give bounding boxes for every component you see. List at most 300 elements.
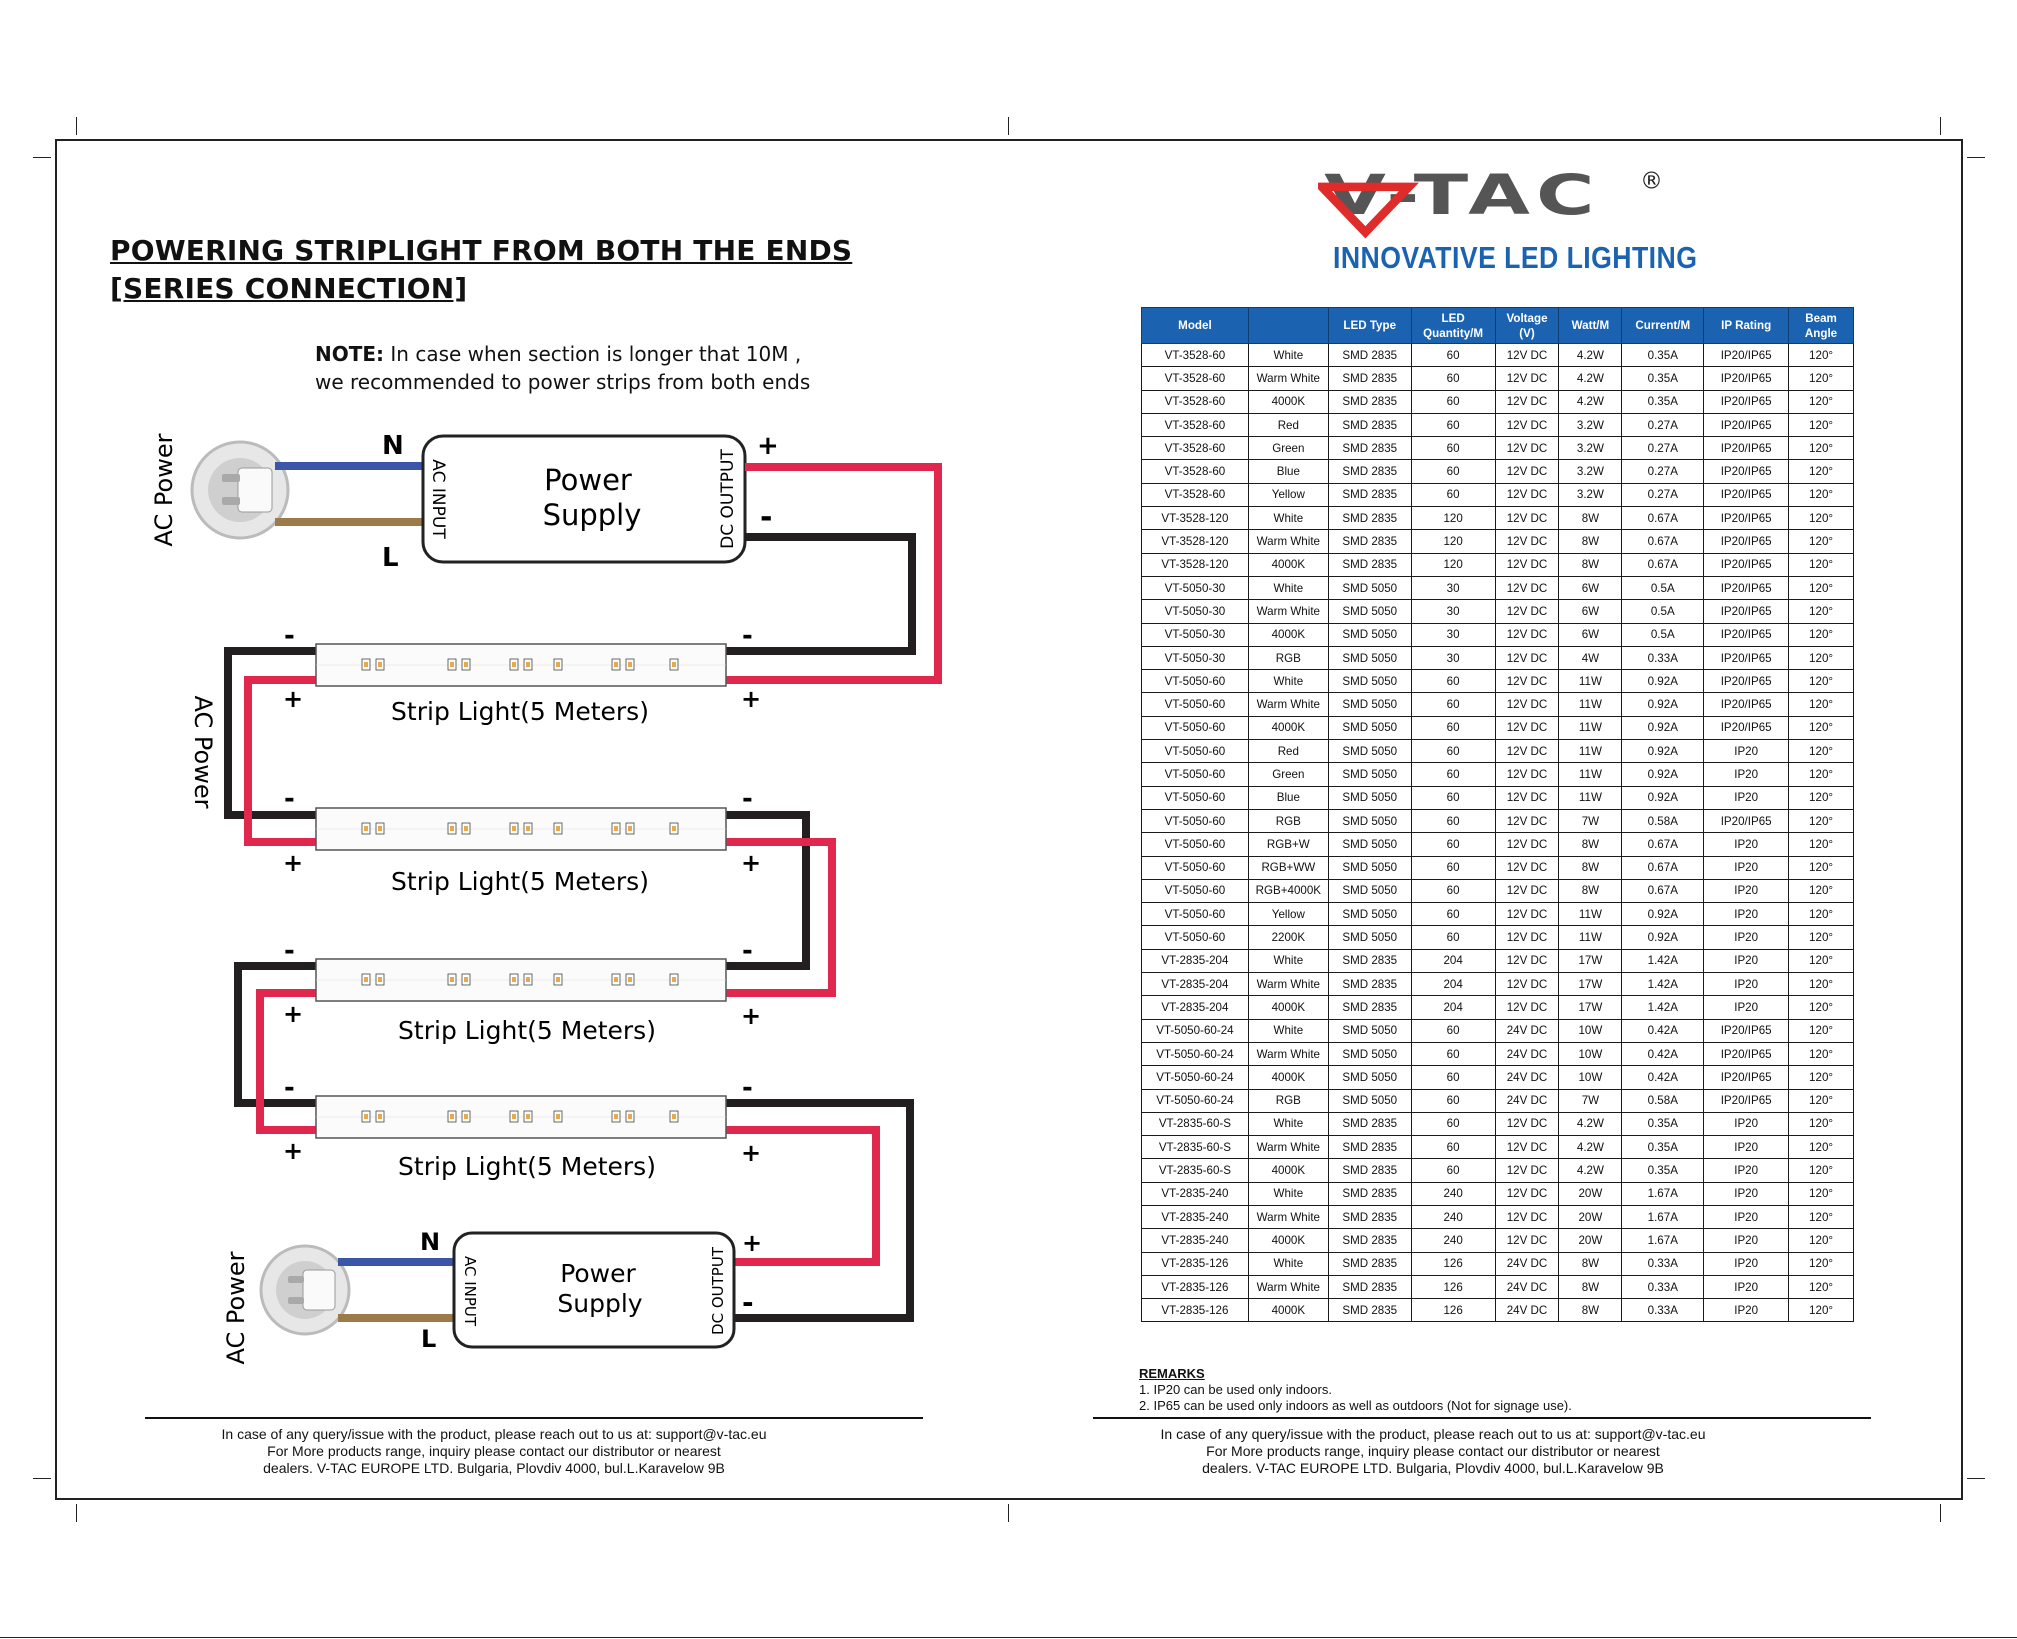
- table-cell: 12V DC: [1495, 530, 1559, 553]
- table-cell: 0.92A: [1622, 740, 1704, 763]
- strip-light-4: [316, 1096, 726, 1138]
- page-border-right: [1961, 139, 1963, 1500]
- table-cell: VT-5050-60: [1142, 856, 1249, 879]
- table-cell: SMD 2835: [1328, 344, 1411, 367]
- strip2-left-minus: -: [284, 784, 295, 814]
- table-cell: 12V DC: [1495, 576, 1559, 599]
- remark-item-1: 1. IP20 can be used only indoors.: [1139, 1382, 1332, 1397]
- strip1-left-plus: +: [283, 685, 304, 713]
- table-cell: 11W: [1559, 926, 1622, 949]
- table-cell: IP20/IP65: [1704, 460, 1789, 483]
- wire-black-strip2-strip3: [724, 815, 806, 966]
- crop-mark: [1008, 1504, 1009, 1522]
- table-cell: 12V DC: [1495, 646, 1559, 669]
- table-cell: 120°: [1789, 1042, 1854, 1065]
- table-cell: 20W: [1559, 1229, 1622, 1252]
- footer-rule-left: [145, 1417, 923, 1419]
- table-cell: 12V DC: [1495, 833, 1559, 856]
- table-cell: IP20: [1704, 1275, 1789, 1298]
- table-cell: 60: [1411, 367, 1495, 390]
- vtac-logo: [1318, 162, 1678, 242]
- table-cell: 0.33A: [1622, 1275, 1704, 1298]
- table-cell: VT-5050-60: [1142, 903, 1249, 926]
- table-cell: SMD 2835: [1328, 996, 1411, 1019]
- power-supply-top: [423, 436, 745, 562]
- table-cell: 120°: [1789, 437, 1854, 460]
- table-cell: RGB: [1248, 809, 1328, 832]
- table-cell: VT-5050-60: [1142, 879, 1249, 902]
- table-cell: IP20/IP65: [1704, 1042, 1789, 1065]
- table-cell: 120°: [1789, 623, 1854, 646]
- strip2-left-plus: +: [283, 849, 304, 877]
- table-cell: IP20/IP65: [1704, 623, 1789, 646]
- column-header: [1248, 308, 1328, 344]
- table-cell: 12V DC: [1495, 1159, 1559, 1182]
- table-cell: 120°: [1789, 344, 1854, 367]
- table-cell: 12V DC: [1495, 437, 1559, 460]
- table-cell: White: [1248, 1112, 1328, 1135]
- table-cell: RGB: [1248, 646, 1328, 669]
- table-cell: 120°: [1789, 973, 1854, 996]
- table-cell: 4.2W: [1559, 367, 1622, 390]
- column-header: LED Quantity/M: [1411, 308, 1495, 344]
- table-cell: 11W: [1559, 670, 1622, 693]
- table-cell: 60: [1411, 1112, 1495, 1135]
- table-row: [1142, 1042, 1854, 1065]
- wire-black-strip3-strip4: [238, 966, 318, 1103]
- table-cell: 4000K: [1248, 1229, 1328, 1252]
- table-cell: IP20/IP65: [1704, 716, 1789, 739]
- ps-label-line2-top: Supply: [542, 498, 642, 532]
- table-cell: VT-5050-30: [1142, 576, 1249, 599]
- table-cell: SMD 2835: [1328, 483, 1411, 506]
- table-cell: 120: [1411, 530, 1495, 553]
- table-row: [1142, 576, 1854, 599]
- table-cell: 0.58A: [1622, 809, 1704, 832]
- table-cell: 11W: [1559, 716, 1622, 739]
- table-cell: VT-5050-60: [1142, 693, 1249, 716]
- table-row: [1142, 1159, 1854, 1182]
- table-cell: SMD 2835: [1328, 1229, 1411, 1252]
- table-cell: VT-2835-126: [1142, 1252, 1249, 1275]
- strip-label-2: Strip Light(5 Meters): [391, 867, 649, 896]
- table-cell: 4.2W: [1559, 1136, 1622, 1159]
- table-cell: 120°: [1789, 1205, 1854, 1228]
- table-cell: 10W: [1559, 1019, 1622, 1042]
- table-cell: SMD 2835: [1328, 1252, 1411, 1275]
- table-cell: IP20/IP65: [1704, 1019, 1789, 1042]
- table-row: [1142, 949, 1854, 972]
- table-cell: 8W: [1559, 856, 1622, 879]
- table-row: [1142, 1182, 1854, 1205]
- table-cell: 120°: [1789, 1112, 1854, 1135]
- table-row: [1142, 1205, 1854, 1228]
- table-cell: 120°: [1789, 833, 1854, 856]
- table-cell: 0.35A: [1622, 1159, 1704, 1182]
- table-cell: 120°: [1789, 1066, 1854, 1089]
- strip3-left-minus: -: [284, 936, 295, 966]
- table-cell: IP20: [1704, 786, 1789, 809]
- table-cell: 3.2W: [1559, 483, 1622, 506]
- table-cell: SMD 2835: [1328, 367, 1411, 390]
- table-cell: 11W: [1559, 763, 1622, 786]
- footer-rule-right: [1093, 1417, 1871, 1419]
- table-cell: IP20/IP65: [1704, 600, 1789, 623]
- table-cell: 204: [1411, 973, 1495, 996]
- table-cell: 12V DC: [1495, 344, 1559, 367]
- column-header: Watt/M: [1559, 308, 1622, 344]
- table-cell: IP20/IP65: [1704, 507, 1789, 530]
- table-cell: VT-5050-60-24: [1142, 1019, 1249, 1042]
- table-cell: 12V DC: [1495, 856, 1559, 879]
- table-cell: 60: [1411, 926, 1495, 949]
- table-cell: VT-5050-60: [1142, 740, 1249, 763]
- table-cell: 4000K: [1248, 390, 1328, 413]
- table-cell: Blue: [1248, 786, 1328, 809]
- table-cell: 0.35A: [1622, 344, 1704, 367]
- table-cell: VT-2835-240: [1142, 1229, 1249, 1252]
- table-cell: SMD 5050: [1328, 786, 1411, 809]
- table-cell: RGB+4000K: [1248, 879, 1328, 902]
- table-cell: VT-5050-60: [1142, 786, 1249, 809]
- table-cell: White: [1248, 344, 1328, 367]
- table-cell: IP20/IP65: [1704, 809, 1789, 832]
- table-cell: 6W: [1559, 623, 1622, 646]
- tagline: INNOVATIVE LED LIGHTING: [1333, 240, 1698, 275]
- table-cell: 8W: [1559, 553, 1622, 576]
- table-cell: 120°: [1789, 1275, 1854, 1298]
- table-cell: 4000K: [1248, 1299, 1328, 1322]
- table-cell: IP20: [1704, 833, 1789, 856]
- table-cell: SMD 5050: [1328, 879, 1411, 902]
- table-cell: 11W: [1559, 786, 1622, 809]
- table-cell: Green: [1248, 437, 1328, 460]
- table-cell: 120°: [1789, 786, 1854, 809]
- table-cell: 120°: [1789, 576, 1854, 599]
- table-cell: 60: [1411, 856, 1495, 879]
- table-cell: IP20: [1704, 1252, 1789, 1275]
- table-cell: 60: [1411, 1159, 1495, 1182]
- table-cell: SMD 5050: [1328, 576, 1411, 599]
- table-cell: IP20: [1704, 949, 1789, 972]
- table-cell: SMD 2835: [1328, 413, 1411, 436]
- table-cell: SMD 5050: [1328, 926, 1411, 949]
- table-cell: 4000K: [1248, 996, 1328, 1019]
- table-cell: 12V DC: [1495, 623, 1559, 646]
- table-cell: IP20: [1704, 996, 1789, 1019]
- ac-input-label-bottom: AC INPUT: [461, 1255, 479, 1327]
- table-cell: SMD 2835: [1328, 1275, 1411, 1298]
- dc-output-label-top: DC OUTPUT: [718, 449, 738, 549]
- table-cell: 24V DC: [1495, 1089, 1559, 1112]
- logo-wordmark: V-TAC: [1324, 163, 1601, 228]
- table-row: [1142, 507, 1854, 530]
- table-cell: 24V DC: [1495, 1019, 1559, 1042]
- table-cell: 12V DC: [1495, 926, 1559, 949]
- table-cell: 8W: [1559, 530, 1622, 553]
- table-cell: 12V DC: [1495, 1229, 1559, 1252]
- table-cell: IP20/IP65: [1704, 390, 1789, 413]
- table-cell: SMD 2835: [1328, 460, 1411, 483]
- footer-line-2: For More products range, inquiry please contact our distributor or nearest: [267, 1443, 721, 1459]
- table-cell: Warm White: [1248, 367, 1328, 390]
- table-cell: Red: [1248, 740, 1328, 763]
- table-cell: 120°: [1789, 809, 1854, 832]
- table-cell: 0.92A: [1622, 670, 1704, 693]
- table-cell: White: [1248, 670, 1328, 693]
- table-row: [1142, 646, 1854, 669]
- strip-label-1: Strip Light(5 Meters): [391, 697, 649, 726]
- table-cell: 120°: [1789, 530, 1854, 553]
- table-cell: 8W: [1559, 507, 1622, 530]
- table-cell: 60: [1411, 344, 1495, 367]
- table-cell: 240: [1411, 1182, 1495, 1205]
- table-cell: SMD 5050: [1328, 833, 1411, 856]
- table-cell: 0.33A: [1622, 1252, 1704, 1275]
- table-cell: VT-2835-240: [1142, 1182, 1249, 1205]
- table-cell: IP20/IP65: [1704, 367, 1789, 390]
- table-cell: VT-3528-60: [1142, 460, 1249, 483]
- table-cell: 0.27A: [1622, 413, 1704, 436]
- ac-power-label-bottom: AC Power: [222, 1251, 250, 1365]
- table-cell: SMD 2835: [1328, 390, 1411, 413]
- table-cell: VT-2835-126: [1142, 1275, 1249, 1298]
- table-cell: IP20/IP65: [1704, 693, 1789, 716]
- table-cell: 10W: [1559, 1066, 1622, 1089]
- table-row: [1142, 1066, 1854, 1089]
- table-cell: SMD 5050: [1328, 1042, 1411, 1065]
- strip-label-3: Strip Light(5 Meters): [398, 1016, 656, 1045]
- table-cell: 12V DC: [1495, 1112, 1559, 1135]
- table-cell: 30: [1411, 646, 1495, 669]
- table-cell: 11W: [1559, 693, 1622, 716]
- table-cell: 12V DC: [1495, 693, 1559, 716]
- ps-label-line1-bottom: Power: [560, 1259, 636, 1288]
- strip-label-4: Strip Light(5 Meters): [398, 1152, 656, 1181]
- table-cell: SMD 2835: [1328, 949, 1411, 972]
- table-cell: 0.5A: [1622, 600, 1704, 623]
- table-cell: 120°: [1789, 1136, 1854, 1159]
- table-cell: SMD 5050: [1328, 740, 1411, 763]
- table-cell: 30: [1411, 600, 1495, 623]
- table-cell: VT-2835-126: [1142, 1299, 1249, 1322]
- table-cell: 4000K: [1248, 716, 1328, 739]
- table-cell: Blue: [1248, 460, 1328, 483]
- l-label-top: L: [382, 543, 399, 573]
- table-cell: 0.92A: [1622, 693, 1704, 716]
- table-cell: IP20: [1704, 856, 1789, 879]
- table-cell: SMD 5050: [1328, 856, 1411, 879]
- table-cell: Warm White: [1248, 1042, 1328, 1065]
- table-row: [1142, 1136, 1854, 1159]
- table-row: [1142, 390, 1854, 413]
- table-cell: 0.35A: [1622, 390, 1704, 413]
- table-cell: SMD 5050: [1328, 903, 1411, 926]
- table-cell: IP20: [1704, 1229, 1789, 1252]
- strip4-left-plus: +: [283, 1137, 304, 1165]
- table-cell: 24V DC: [1495, 1299, 1559, 1322]
- table-cell: 3.2W: [1559, 460, 1622, 483]
- table-cell: 60: [1411, 437, 1495, 460]
- table-cell: 120°: [1789, 367, 1854, 390]
- table-cell: SMD 5050: [1328, 809, 1411, 832]
- table-cell: White: [1248, 1182, 1328, 1205]
- table-cell: 120°: [1789, 949, 1854, 972]
- table-cell: IP20: [1704, 1159, 1789, 1182]
- footer-line-3: dealers. V-TAC EUROPE LTD. Bulgaria, Plovdiv 4000, bul.L.Karavelow 9B: [263, 1460, 725, 1476]
- table-cell: 120°: [1789, 716, 1854, 739]
- table-cell: 120°: [1789, 856, 1854, 879]
- table-cell: 60: [1411, 693, 1495, 716]
- table-row: [1142, 996, 1854, 1019]
- strip2-right-minus: -: [742, 784, 753, 814]
- table-cell: 120°: [1789, 693, 1854, 716]
- table-row: [1142, 460, 1854, 483]
- strip4-right-minus: -: [742, 1073, 753, 1103]
- table-cell: IP20: [1704, 903, 1789, 926]
- table-cell: 120°: [1789, 670, 1854, 693]
- table-cell: 7W: [1559, 1089, 1622, 1112]
- table-row: [1142, 879, 1854, 902]
- l-label-bottom: L: [421, 1325, 437, 1353]
- table-cell: 6W: [1559, 600, 1622, 623]
- crop-mark: [1967, 157, 1985, 158]
- power-supply-bottom: [454, 1233, 734, 1347]
- table-row: [1142, 693, 1854, 716]
- table-cell: VT-3528-120: [1142, 507, 1249, 530]
- table-cell: 60: [1411, 390, 1495, 413]
- table-cell: SMD 2835: [1328, 530, 1411, 553]
- table-cell: 60: [1411, 740, 1495, 763]
- table-cell: 120°: [1789, 740, 1854, 763]
- table-cell: 12V DC: [1495, 483, 1559, 506]
- table-cell: 0.42A: [1622, 1066, 1704, 1089]
- table-cell: SMD 5050: [1328, 600, 1411, 623]
- table-cell: 2200K: [1248, 926, 1328, 949]
- table-cell: VT-2835-240: [1142, 1205, 1249, 1228]
- table-cell: VT-2835-204: [1142, 996, 1249, 1019]
- table-cell: 12V DC: [1495, 1182, 1559, 1205]
- table-cell: White: [1248, 949, 1328, 972]
- table-row: [1142, 786, 1854, 809]
- plug-icon-top: [192, 442, 288, 538]
- table-cell: 12V DC: [1495, 367, 1559, 390]
- footer-line-1: In case of any query/issue with the product, please reach out to us at: support@v-tac.eu: [221, 1426, 767, 1442]
- table-cell: SMD 2835: [1328, 973, 1411, 996]
- ps-label-line2-bottom: Supply: [557, 1289, 643, 1318]
- table-cell: VT-2835-204: [1142, 949, 1249, 972]
- table-cell: IP20: [1704, 926, 1789, 949]
- table-cell: VT-5050-60: [1142, 716, 1249, 739]
- table-cell: IP20: [1704, 1205, 1789, 1228]
- table-cell: 17W: [1559, 949, 1622, 972]
- strip3-right-minus: -: [742, 936, 753, 966]
- dc-output-label-bottom: DC OUTPUT: [709, 1247, 727, 1335]
- table-cell: 12V DC: [1495, 903, 1559, 926]
- table-cell: 12V DC: [1495, 763, 1559, 786]
- table-cell: VT-5050-60: [1142, 670, 1249, 693]
- table-cell: SMD 2835: [1328, 553, 1411, 576]
- table-cell: 4000K: [1248, 553, 1328, 576]
- table-cell: 4.2W: [1559, 1112, 1622, 1135]
- n-label-bottom: N: [420, 1228, 441, 1256]
- table-cell: 126: [1411, 1299, 1495, 1322]
- footer-line-2: For More products range, inquiry please contact our distributor or nearest: [1206, 1443, 1660, 1459]
- table-row: [1142, 367, 1854, 390]
- table-cell: SMD 5050: [1328, 670, 1411, 693]
- strip2-right-plus: +: [741, 849, 762, 877]
- table-cell: VT-3528-120: [1142, 553, 1249, 576]
- table-row: [1142, 833, 1854, 856]
- table-cell: Yellow: [1248, 903, 1328, 926]
- table-cell: SMD 5050: [1328, 693, 1411, 716]
- table-cell: IP20: [1704, 763, 1789, 786]
- column-header: Beam Angle: [1789, 308, 1854, 344]
- table-cell: 0.67A: [1622, 856, 1704, 879]
- table-cell: 120°: [1789, 1089, 1854, 1112]
- table-row: [1142, 973, 1854, 996]
- table-cell: IP20/IP65: [1704, 1089, 1789, 1112]
- table-cell: 120°: [1789, 1229, 1854, 1252]
- table-cell: 60: [1411, 1136, 1495, 1159]
- table-cell: White: [1248, 576, 1328, 599]
- table-cell: 12V DC: [1495, 507, 1559, 530]
- table-cell: Warm White: [1248, 1205, 1328, 1228]
- table-cell: VT-5050-30: [1142, 623, 1249, 646]
- table-cell: 1.67A: [1622, 1205, 1704, 1228]
- table-cell: 0.92A: [1622, 763, 1704, 786]
- title-line-1: POWERING STRIPLIGHT FROM BOTH THE ENDS: [110, 234, 853, 267]
- table-cell: 12V DC: [1495, 973, 1559, 996]
- table-cell: 0.35A: [1622, 1112, 1704, 1135]
- table-cell: 0.42A: [1622, 1019, 1704, 1042]
- strip-light-2: [316, 808, 726, 850]
- table-cell: IP20: [1704, 1182, 1789, 1205]
- table-cell: 20W: [1559, 1182, 1622, 1205]
- table-cell: 12V DC: [1495, 460, 1559, 483]
- table-row: [1142, 763, 1854, 786]
- strip1-right-plus: +: [741, 685, 762, 713]
- table-cell: VT-5050-60-24: [1142, 1089, 1249, 1112]
- table-cell: 7W: [1559, 809, 1622, 832]
- table-cell: 4000K: [1248, 623, 1328, 646]
- table-cell: 12V DC: [1495, 1136, 1559, 1159]
- table-cell: VT-3528-120: [1142, 530, 1249, 553]
- table-cell: SMD 2835: [1328, 1136, 1411, 1159]
- table-cell: 8W: [1559, 1252, 1622, 1275]
- table-cell: 240: [1411, 1205, 1495, 1228]
- crop-mark: [33, 1478, 51, 1479]
- table-cell: 120°: [1789, 903, 1854, 926]
- table-cell: 60: [1411, 460, 1495, 483]
- table-cell: White: [1248, 1252, 1328, 1275]
- table-cell: 24V DC: [1495, 1066, 1559, 1089]
- table-cell: 4W: [1559, 646, 1622, 669]
- strip1-left-minus: -: [284, 621, 295, 651]
- table-cell: 120°: [1789, 1182, 1854, 1205]
- table-cell: IP20/IP65: [1704, 553, 1789, 576]
- table-cell: IP20/IP65: [1704, 530, 1789, 553]
- table-cell: 0.35A: [1622, 1136, 1704, 1159]
- table-cell: IP20: [1704, 1136, 1789, 1159]
- table-cell: IP20: [1704, 973, 1789, 996]
- table-cell: IP20/IP65: [1704, 344, 1789, 367]
- table-cell: 6W: [1559, 576, 1622, 599]
- table-cell: IP20/IP65: [1704, 483, 1789, 506]
- table-cell: 120°: [1789, 600, 1854, 623]
- table-row: [1142, 1252, 1854, 1275]
- ps-label-line1-top: Power: [544, 463, 632, 497]
